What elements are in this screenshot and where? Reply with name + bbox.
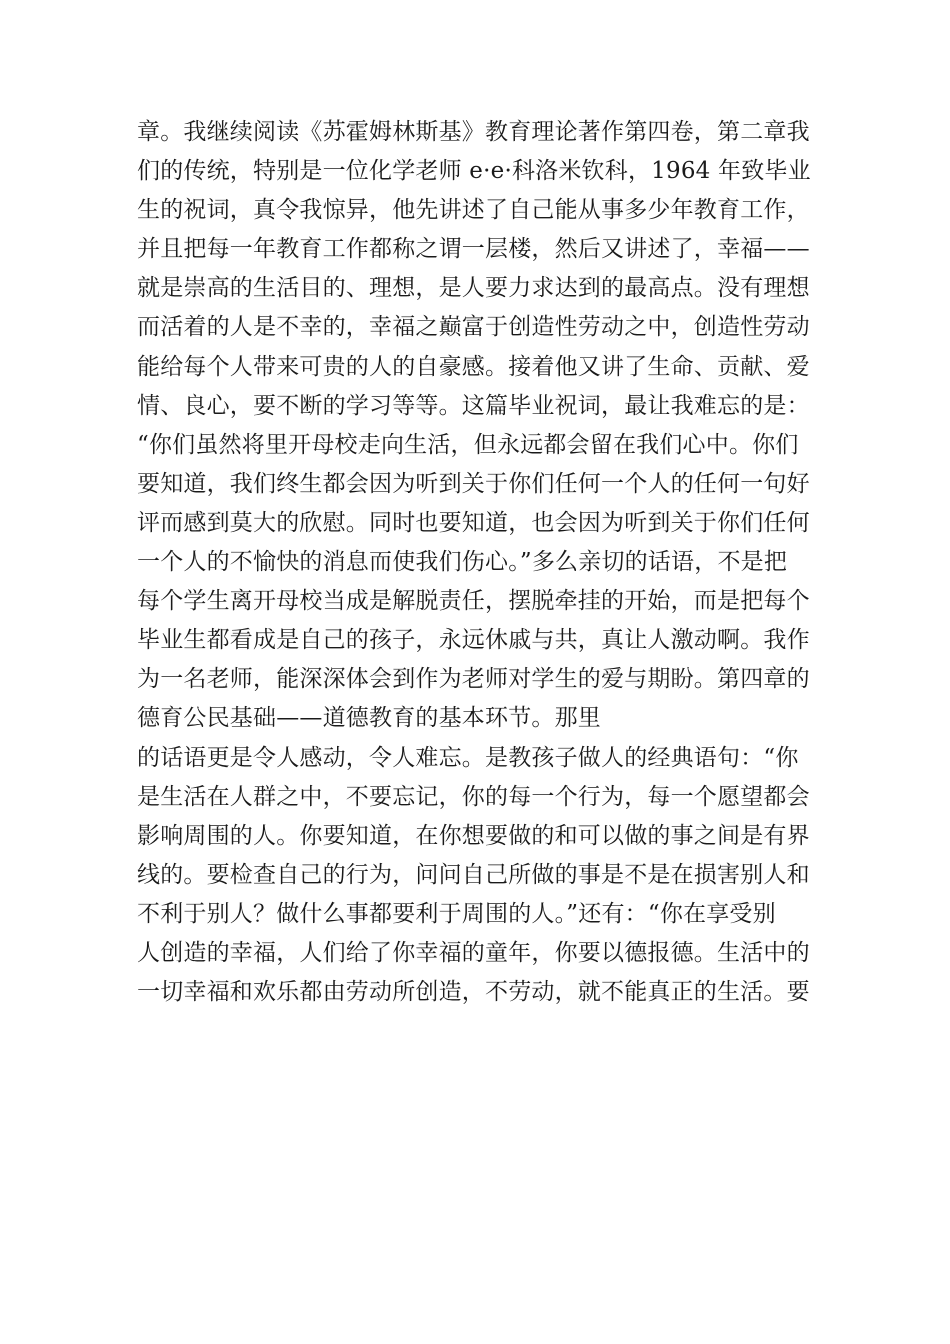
text-line: 能给每个人带来可贵的人的自豪感。接着他又讲了生命、贡献、爱 (137, 353, 810, 380)
text-line: 一个人的不愉快的消息而使我们伤心。”多么亲切的话语，不是把 (137, 549, 788, 576)
text-line: 线的。要检查自己的行为，问问自己所做的事是不是在损害别人和 (137, 861, 810, 888)
text-line: 不利于别人？做什么事都要利于周围的人。”还有：“你在享受别 (137, 900, 776, 927)
text-line: 情、良心，要不断的学习等等。这篇毕业祝词，最让我难忘的是： (137, 392, 810, 419)
text-line: 而活着的人是不幸的，幸福之巅富于创造性劳动之中，创造性劳动 (137, 314, 810, 341)
text-line: 章。我继续阅读《苏霍姆林斯基》教育理论著作第四卷，第二章我 (137, 119, 810, 145)
body-text (137, 113, 827, 1012)
text-line: 们的传统，特别是一位化学老师 e·e·科洛米钦科，1964 年致毕业 (137, 158, 811, 185)
text-line: “你们虽然将里开母校走向生活，但永远都会留在我们心中。你们 (137, 431, 799, 458)
text-line: 影响周围的人。你要知道，在你想要做的和可以做的事之间是有界 (137, 822, 810, 849)
text-line: 的话语更是令人感动，令人难忘。是教孩子做人的经典语句：“你 (137, 744, 799, 771)
text-line: 一切幸福和欢乐都由劳动所创造，不劳动，就不能真正的生活。要 (137, 979, 810, 1006)
text-line: 德育公民基础——道德教育的基本环节。那里 (137, 705, 601, 732)
text-line: 为一名老师，能深深体会到作为老师对学生的爱与期盼。第四章的 (137, 666, 810, 693)
text-line: 评而感到莫大的欣慰。同时也要知道，也会因为听到关于你们任何 (137, 509, 810, 536)
text-line: 生的祝词，真令我惊异，他先讲述了自己能从事多少年教育工作， (137, 197, 810, 224)
text-line: 毕业生都看成是自己的孩子，永远休戚与共，真让人激动啊。我作 (137, 627, 810, 654)
text-line: 要知道，我们终生都会因为听到关于你们任何一个人的任何一句好 (137, 470, 810, 497)
text-line: 每个学生离开母校当成是解脱责任，摆脱牵挂的开始，而是把每个 (137, 588, 810, 615)
text-line: 是生活在人群之中，不要忘记，你的每一个行为，每一个愿望都会 (137, 783, 810, 810)
text-line: 就是崇高的生活目的、理想，是人要力求达到的最高点。没有理想 (137, 275, 810, 302)
text-line: 并且把每一年教育工作都称之谓一层楼，然后又讲述了，幸福—— (137, 236, 810, 263)
text-line: 人创造的幸福，人们给了你幸福的童年，你要以德报德。生活中的 (137, 939, 810, 966)
